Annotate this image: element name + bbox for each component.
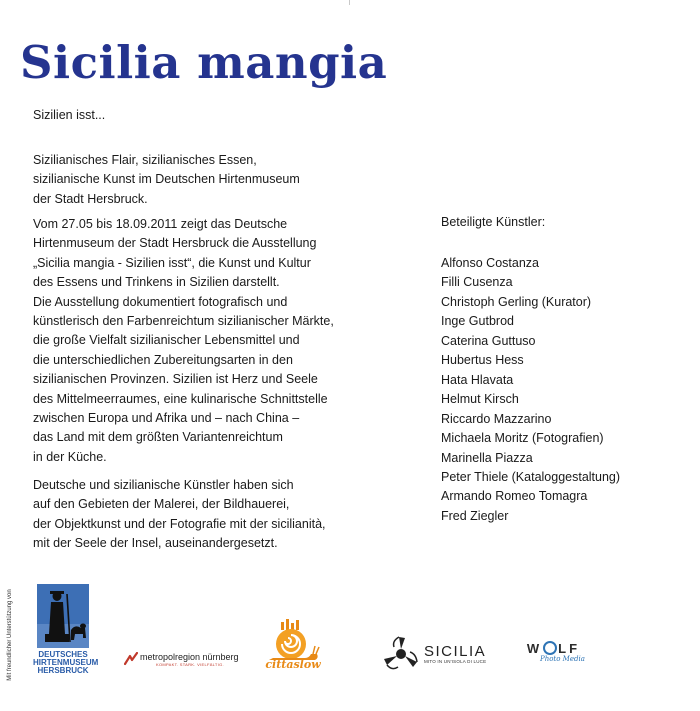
- artist-item: Marinella Piazza: [441, 450, 533, 465]
- wolf-photo-media-logo: [522, 641, 585, 671]
- metropolregion-swoosh-icon: [124, 652, 138, 666]
- metropolregion-logo: [124, 648, 239, 670]
- artist-item: Peter Thiele (Kataloggestaltung): [441, 469, 621, 484]
- exhibition-description: [33, 215, 413, 467]
- artists-description: [33, 476, 413, 554]
- top-crop-mark: [349, 0, 350, 5]
- museum-logo-line: HERSBRUCK: [37, 666, 89, 675]
- text-line: mit der Seele der Insel, auseinandergesetzt.: [33, 536, 278, 551]
- wolf-letter-w: W: [526, 641, 543, 656]
- museum-logo-line: DEUTSCHES: [38, 650, 88, 659]
- text-line: zwischen Europa und Afrika und – nach China –: [33, 411, 300, 426]
- snail-icon: [265, 618, 321, 662]
- metropolregion-tagline: KOMPAKT. STARK. VIELFÄLTIG.: [156, 661, 224, 667]
- page-title: Sicilia mangia: [20, 36, 388, 89]
- artist-item: Hata Hlavata: [441, 372, 514, 387]
- museum-logo-caption: [33, 650, 99, 675]
- artist-item: Riccardo Mazzarino: [441, 411, 552, 426]
- text-line: die große Vielfalt sizilianischer Lebensmittel und: [33, 333, 300, 348]
- artist-item: Caterina Guttuso: [441, 333, 536, 348]
- text-line: „Sicilia mangia - Sizilien isst“, die Kunst und Kultur: [33, 255, 311, 270]
- cittaslow-name: cittaslow: [265, 658, 321, 671]
- intro-line: Sizilianisches Flair, sizilianisches Essen,: [33, 153, 257, 167]
- support-note: [6, 585, 14, 685]
- artist-item: Helmut Kirsch: [441, 392, 519, 407]
- artists-list: [441, 254, 620, 526]
- shepherd-icon: [37, 584, 89, 648]
- text-line: sizilianischen Provinzen. Sizilien ist Herz und Seele: [33, 372, 318, 387]
- trinacria-icon: [382, 635, 420, 673]
- wolf-letters-lf: LF: [558, 641, 581, 656]
- text-line: Die Ausstellung dokumentiert fotografisch und: [33, 294, 288, 309]
- text-line: Vom 27.05 bis 18.09.2011 zeigt das Deutsche: [33, 217, 288, 231]
- sicilia-logo: [382, 634, 486, 674]
- artist-item: Inge Gutbrod: [441, 314, 514, 329]
- text-line: der Objektkunst und der Fotografie mit der sicilianità,: [33, 516, 326, 531]
- intro-line: der Stadt Hersbruck.: [33, 191, 148, 206]
- artist-item: Armando Romeo Tomagra: [441, 489, 588, 504]
- text-line: Hirtenmuseum der Stadt Hersbruck die Ausstellung: [33, 236, 317, 251]
- sicilia-text: [424, 644, 486, 664]
- text-line: künstlerisch den Farbenreichtum sizilianischer Märkte,: [33, 314, 334, 329]
- text-line: des Mittelmeerraumes, eine kulinarische Schnittstelle: [33, 391, 328, 406]
- cittaslow-logo: [263, 618, 323, 678]
- support-note-text: Mit freundlicher Unterstützung von: [7, 589, 13, 681]
- lens-ring-icon: [543, 641, 557, 655]
- artist-item: Filli Cusenza: [441, 275, 513, 290]
- museum-logo-line: HIRTENMUSEUM: [33, 658, 99, 667]
- wolf-subtitle: Photo Media: [540, 655, 585, 663]
- text-line: in der Küche.: [33, 449, 107, 464]
- text-line: auf den Gebieten der Malerei, der Bildhauerei,: [33, 497, 290, 512]
- wolf-name: [522, 641, 585, 655]
- subtitle: Sizilien isst...: [33, 108, 106, 122]
- artist-item: Alfonso Costanza: [441, 256, 539, 270]
- artists-heading: Beteiligte Künstler:: [441, 215, 546, 229]
- artist-item: Hubertus Hess: [441, 353, 524, 368]
- text-line: des Essens und Trinkens in Sizilien darstellt.: [33, 275, 280, 290]
- text-line: die unterschiedlichen Zubereitungsarten in den: [33, 352, 293, 367]
- artist-item: Michaela Moritz (Fotografien): [441, 431, 604, 446]
- artist-item: Fred Ziegler: [441, 508, 509, 523]
- intro-line: sizilianische Kunst im Deutschen Hirtenmuseum: [33, 172, 300, 187]
- metropolregion-name: metropolregion nürnberg: [140, 651, 239, 662]
- sicilia-claim: MITO IN UN'ISOLA DI LUCE: [424, 659, 487, 664]
- text-line: das Land mit dem größten Variantenreichtum: [33, 430, 283, 445]
- metropolregion-text: [140, 652, 239, 667]
- artist-item: Christoph Gerling (Kurator): [441, 294, 592, 309]
- hirtenmuseum-logo: [33, 584, 99, 680]
- sicilia-name: SICILIA: [424, 643, 487, 660]
- intro-paragraph: [33, 151, 393, 209]
- text-line: Deutsche und sizilianische Künstler haben sich: [33, 478, 294, 492]
